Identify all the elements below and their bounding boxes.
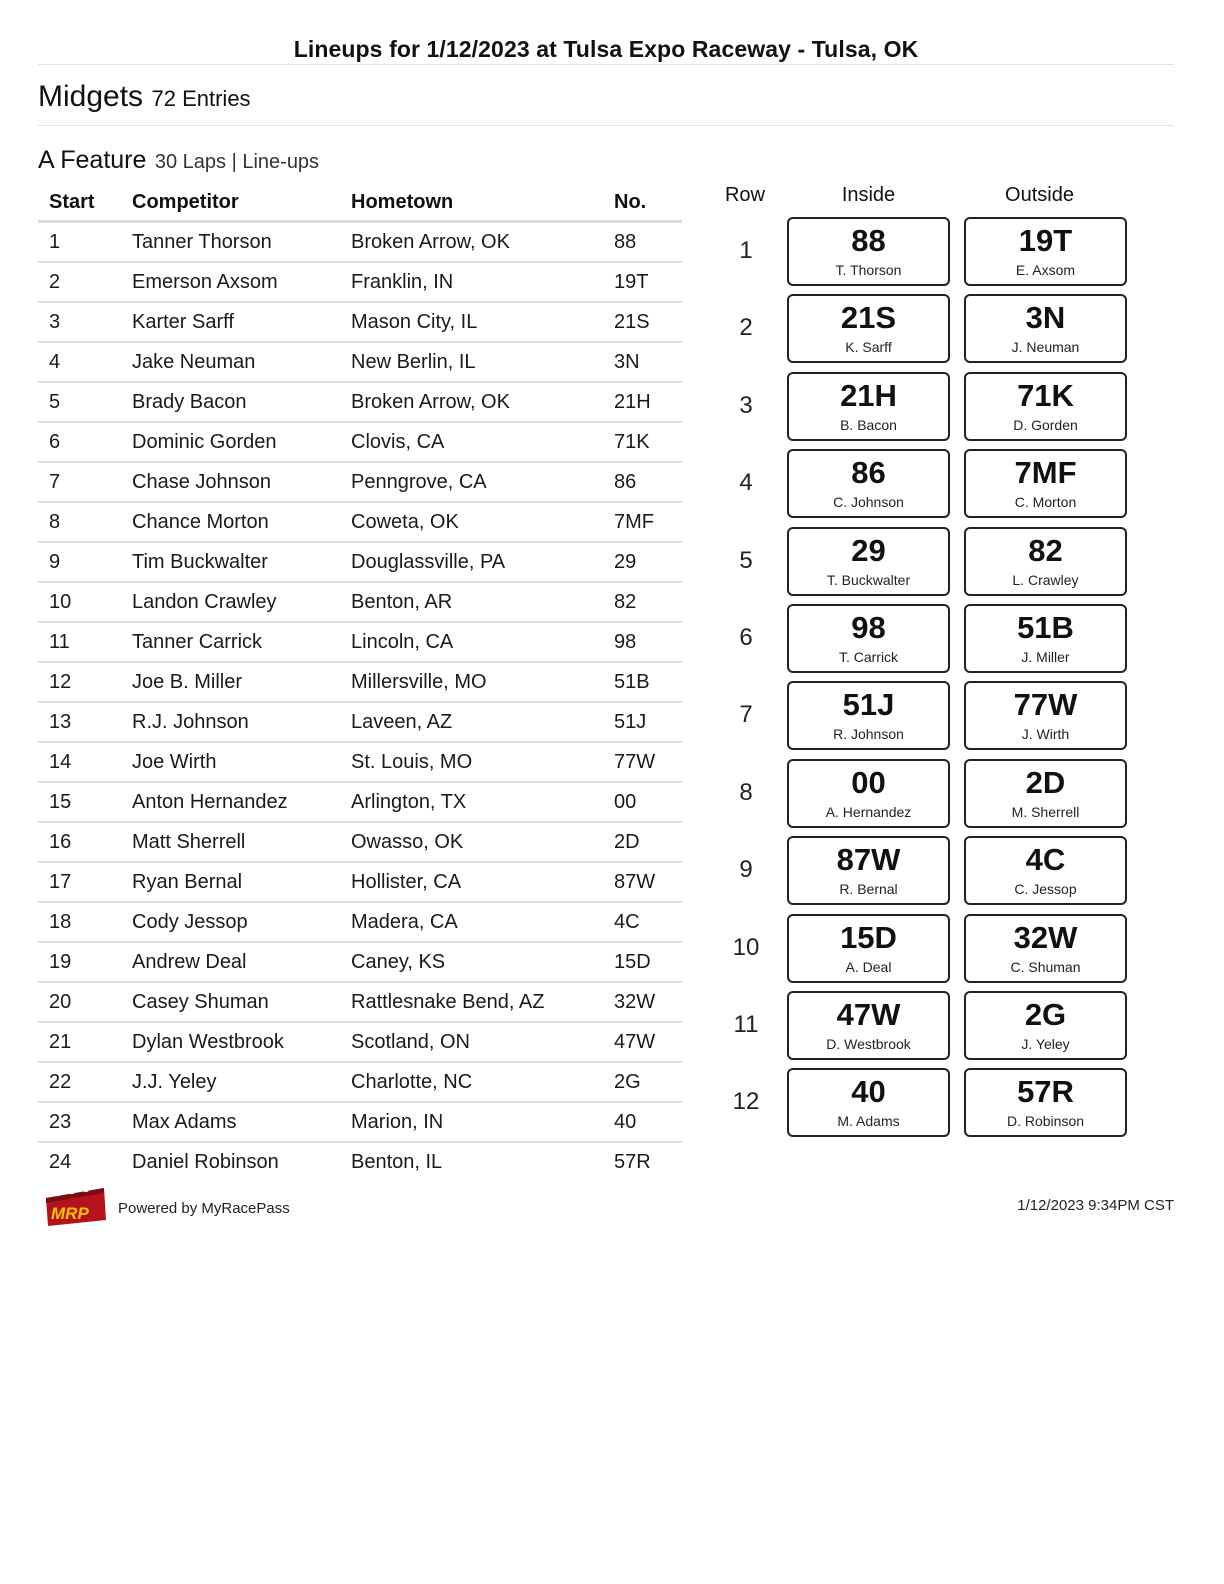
car-driver: M. Adams	[837, 1113, 900, 1129]
table-row	[38, 1102, 682, 1142]
table-row	[38, 862, 682, 902]
cell-number: 21S	[603, 302, 682, 342]
grid-row-number: 5	[739, 547, 753, 574]
cell-start: 19	[38, 942, 121, 982]
cell-hometown: Marion, IN	[340, 1102, 603, 1142]
cell-start: 16	[38, 822, 121, 862]
table-row	[38, 382, 682, 422]
car-driver: D. Westbrook	[826, 1036, 911, 1052]
svg-text:MRP: MRP	[51, 1204, 89, 1223]
table-row	[38, 462, 682, 502]
cell-start: 10	[38, 582, 121, 622]
cell-competitor: Tanner Thorson	[121, 222, 340, 263]
grid-car-outside	[964, 294, 1127, 363]
cell-start: 13	[38, 702, 121, 742]
grid-car-outside	[964, 991, 1127, 1060]
class-divider	[38, 125, 1174, 126]
cell-number: 7MF	[603, 502, 682, 542]
car-number: 2D	[1025, 765, 1066, 800]
event-subtitle: 30 Laps | Line-ups	[154, 151, 320, 173]
header-number: No.	[603, 184, 682, 222]
cell-start: 24	[49, 1150, 72, 1173]
car-driver: J. Wirth	[1021, 726, 1070, 742]
table-row	[38, 982, 682, 1022]
grid-row-number: 10	[732, 934, 760, 961]
grid-row-number: 2	[739, 314, 753, 341]
cell-competitor: Chance Morton	[121, 502, 340, 542]
cell-start: 21	[38, 1022, 121, 1062]
grid-car-inside	[787, 914, 950, 983]
car-driver: R. Bernal	[839, 881, 898, 897]
grid-car-inside	[787, 449, 950, 518]
cell-number: 15D	[603, 942, 682, 982]
car-number: 87W	[836, 842, 901, 877]
table-row	[38, 782, 682, 822]
table-row	[38, 222, 682, 263]
cell-hometown: Owasso, OK	[340, 822, 603, 862]
grid-header-inside: Inside	[841, 184, 896, 206]
car-number: 51J	[842, 687, 895, 722]
cell-number: 47W	[603, 1022, 682, 1062]
cell-competitor: Casey Shuman	[121, 982, 340, 1022]
cell-hometown: Arlington, TX	[340, 782, 603, 822]
cell-number: 51B	[603, 662, 682, 702]
car-number: 3N	[1025, 300, 1066, 335]
cell-hometown: Laveen, AZ	[340, 702, 603, 742]
table-row	[38, 742, 682, 782]
grid-row-number: 1	[739, 237, 753, 264]
cell-number: 77W	[603, 742, 682, 782]
table-row	[38, 1142, 682, 1181]
car-driver: C. Johnson	[833, 494, 904, 510]
car-driver: K. Sarff	[845, 339, 892, 355]
cell-start: 12	[38, 662, 121, 702]
grid-car-outside	[964, 681, 1127, 750]
page-title: Lineups for 1/12/2023 at Tulsa Expo Raceway - Tulsa, OK	[293, 36, 919, 62]
cell-competitor: Dominic Gorden	[121, 422, 340, 462]
car-driver: J. Yeley	[1021, 1036, 1070, 1052]
car-number: 86	[851, 455, 886, 490]
cell-hometown: Benton, AR	[340, 582, 603, 622]
cell-start: 17	[38, 862, 121, 902]
cell-hometown: Scotland, ON	[340, 1022, 603, 1062]
cell-competitor: Joe B. Miller	[121, 662, 340, 702]
cell-competitor: Daniel Robinson	[132, 1150, 279, 1173]
cell-competitor: Max Adams	[121, 1102, 340, 1142]
car-number: 7MF	[1014, 455, 1077, 490]
cell-number: 32W	[603, 982, 682, 1022]
cell-number: 87W	[603, 862, 682, 902]
cell-competitor: Karter Sarff	[121, 302, 340, 342]
cell-competitor: Matt Sherrell	[121, 822, 340, 862]
entry-count: 72 Entries	[151, 86, 251, 111]
cell-number: 3N	[603, 342, 682, 382]
grid-car-outside	[964, 759, 1127, 828]
grid-car-outside	[964, 1068, 1127, 1137]
car-number: 2G	[1024, 997, 1067, 1032]
cell-hometown: Charlotte, NC	[340, 1062, 603, 1102]
car-number: 47W	[836, 997, 901, 1032]
cell-start: 2	[38, 262, 121, 302]
mrp-logo-icon	[42, 1186, 108, 1228]
car-driver: C. Jessop	[1014, 881, 1077, 897]
car-number: 57R	[1017, 1074, 1074, 1109]
grid-car-outside	[964, 604, 1127, 673]
cell-competitor: Tanner Carrick	[121, 622, 340, 662]
cell-competitor: Tim Buckwalter	[121, 542, 340, 582]
car-driver: A. Deal	[845, 959, 892, 975]
title-divider	[38, 64, 1174, 65]
cell-number: 82	[603, 582, 682, 622]
header-competitor: Competitor	[121, 184, 340, 222]
cell-hometown: Broken Arrow, OK	[340, 222, 603, 263]
table-row	[38, 822, 682, 862]
grid-row-number: 6	[739, 624, 753, 651]
car-driver: D. Robinson	[1006, 1113, 1085, 1129]
header-hometown: Hometown	[340, 184, 603, 222]
cell-hometown: Caney, KS	[340, 942, 603, 982]
car-driver: E. Axsom	[1015, 262, 1076, 278]
cell-hometown: Coweta, OK	[340, 502, 603, 542]
cell-start: 20	[38, 982, 121, 1022]
cell-competitor: Ryan Bernal	[121, 862, 340, 902]
cell-start: 14	[38, 742, 121, 782]
cell-start: 15	[38, 782, 121, 822]
grid-car-outside	[964, 527, 1127, 596]
cell-start: 3	[38, 302, 121, 342]
cell-number: 2G	[603, 1062, 682, 1102]
cell-hometown: Mason City, IL	[340, 302, 603, 342]
cell-competitor: Jake Neuman	[121, 342, 340, 382]
grid-car-inside	[787, 1068, 950, 1137]
table-row	[38, 342, 682, 382]
grid-car-inside	[787, 604, 950, 673]
cell-number: 2D	[603, 822, 682, 862]
grid-row-number: 11	[733, 1011, 759, 1038]
cell-competitor: R.J. Johnson	[121, 702, 340, 742]
cell-hometown: Douglassville, PA	[340, 542, 603, 582]
cell-hometown: Clovis, CA	[340, 422, 603, 462]
cell-start: 18	[38, 902, 121, 942]
table-row	[38, 262, 682, 302]
car-number: 4C	[1025, 842, 1066, 877]
lineup-table	[38, 184, 682, 1181]
grid-car-outside	[964, 372, 1127, 441]
grid-car-outside	[964, 449, 1127, 518]
cell-start: 22	[38, 1062, 121, 1102]
table-row	[38, 702, 682, 742]
car-driver: C. Morton	[1014, 494, 1077, 510]
table-row	[38, 502, 682, 542]
cell-hometown: Hollister, CA	[340, 862, 603, 902]
grid-car-inside	[787, 294, 950, 363]
grid-car-outside	[964, 217, 1127, 286]
cell-number: 40	[603, 1102, 682, 1142]
grid-car-inside	[787, 681, 950, 750]
car-number: 00	[851, 765, 886, 800]
grid-car-inside	[787, 991, 950, 1060]
car-number: 21H	[840, 378, 897, 413]
cell-number: 71K	[603, 422, 682, 462]
cell-number: 57R	[614, 1150, 651, 1173]
grid-car-outside	[964, 914, 1127, 983]
table-row	[38, 582, 682, 622]
class-name: Midgets	[38, 80, 144, 113]
cell-number: 00	[603, 782, 682, 822]
car-number: 40	[851, 1074, 886, 1109]
grid-car-inside	[787, 372, 950, 441]
table-row	[38, 422, 682, 462]
grid-row-number: 7	[739, 701, 753, 728]
cell-number: 19T	[603, 262, 682, 302]
car-driver: R. Johnson	[833, 726, 904, 742]
car-driver: C. Shuman	[1010, 959, 1081, 975]
class-header	[38, 80, 251, 114]
cell-start: 9	[38, 542, 121, 582]
car-number: 15D	[840, 920, 897, 955]
table-row	[38, 942, 682, 982]
cell-number: 86	[603, 462, 682, 502]
cell-competitor: Brady Bacon	[121, 382, 340, 422]
table-row	[38, 1022, 682, 1062]
car-driver: B. Bacon	[840, 417, 897, 433]
cell-start: 4	[38, 342, 121, 382]
cell-number: 29	[603, 542, 682, 582]
car-number: 98	[851, 610, 886, 645]
grid-header-outside: Outside	[1005, 184, 1074, 206]
grid-car-inside	[787, 217, 950, 286]
cell-start: 5	[38, 382, 121, 422]
cell-competitor: Chase Johnson	[121, 462, 340, 502]
car-driver: J. Miller	[1021, 649, 1070, 665]
cell-competitor: Landon Crawley	[121, 582, 340, 622]
cell-number: 51J	[603, 702, 682, 742]
car-number: 19T	[1018, 223, 1073, 258]
table-row	[38, 622, 682, 662]
cell-start: 6	[38, 422, 121, 462]
cell-competitor: Dylan Westbrook	[121, 1022, 340, 1062]
grid-row-number: 8	[739, 779, 753, 806]
cell-hometown: Benton, IL	[351, 1150, 443, 1173]
cell-number: 21H	[603, 382, 682, 422]
car-driver: M. Sherrell	[1011, 804, 1080, 820]
car-number: 82	[1028, 533, 1063, 568]
grid-row-number: 4	[739, 469, 753, 496]
table-row	[38, 1062, 682, 1102]
grid-row-number: 3	[739, 392, 753, 419]
table-row	[38, 662, 682, 702]
cell-hometown: Franklin, IN	[340, 262, 603, 302]
generated-timestamp: 1/12/2023 9:34PM CST	[1017, 1197, 1174, 1214]
cell-hometown: Millersville, MO	[340, 662, 603, 702]
cell-start: 7	[38, 462, 121, 502]
car-number: 71K	[1017, 378, 1074, 413]
car-driver: T. Carrick	[838, 649, 899, 665]
car-driver: T. Thorson	[835, 262, 902, 278]
car-number: 32W	[1013, 920, 1078, 955]
cell-start: 11	[38, 622, 121, 662]
cell-competitor: Anton Hernandez	[121, 782, 340, 822]
powered-by: Powered by MyRacePass	[118, 1200, 290, 1217]
cell-start: 23	[38, 1102, 121, 1142]
event-name: A Feature	[38, 146, 147, 174]
cell-hometown: Rattlesnake Bend, AZ	[340, 982, 603, 1022]
cell-hometown: Broken Arrow, OK	[340, 382, 603, 422]
car-driver: J. Neuman	[1011, 339, 1080, 355]
cell-start: 8	[38, 502, 121, 542]
car-number: 88	[851, 223, 886, 258]
car-driver: D. Gorden	[1013, 417, 1078, 433]
cell-number: 4C	[603, 902, 682, 942]
grid-car-outside	[964, 836, 1127, 905]
car-driver: A. Hernandez	[825, 804, 912, 820]
grid-row-number: 9	[739, 856, 753, 883]
event-header	[38, 146, 319, 175]
table-row	[38, 902, 682, 942]
car-number: 77W	[1013, 687, 1078, 722]
cell-competitor: Cody Jessop	[121, 902, 340, 942]
cell-competitor: J.J. Yeley	[121, 1062, 340, 1102]
car-driver: L. Crawley	[1012, 572, 1079, 588]
cell-number: 88	[603, 222, 682, 263]
table-row	[38, 542, 682, 582]
grid-row-number: 12	[732, 1088, 760, 1115]
header-start: Start	[38, 184, 121, 222]
grid-car-inside	[787, 527, 950, 596]
grid-car-inside	[787, 759, 950, 828]
cell-start: 1	[38, 222, 121, 263]
cell-hometown: Madera, CA	[340, 902, 603, 942]
cell-number: 98	[603, 622, 682, 662]
grid-header-row: Row	[724, 184, 765, 206]
cell-competitor: Joe Wirth	[121, 742, 340, 782]
table-row	[38, 302, 682, 342]
cell-hometown: Lincoln, CA	[340, 622, 603, 662]
car-number: 29	[851, 533, 886, 568]
car-driver: T. Buckwalter	[826, 572, 911, 588]
lineup-header-row	[38, 184, 682, 222]
car-number: 21S	[840, 300, 897, 335]
cell-competitor: Emerson Axsom	[121, 262, 340, 302]
cell-hometown: Penngrove, CA	[340, 462, 603, 502]
car-number: 51B	[1017, 610, 1074, 645]
cell-hometown: St. Louis, MO	[340, 742, 603, 782]
grid-car-inside	[787, 836, 950, 905]
cell-competitor: Andrew Deal	[121, 942, 340, 982]
cell-hometown: New Berlin, IL	[340, 342, 603, 382]
